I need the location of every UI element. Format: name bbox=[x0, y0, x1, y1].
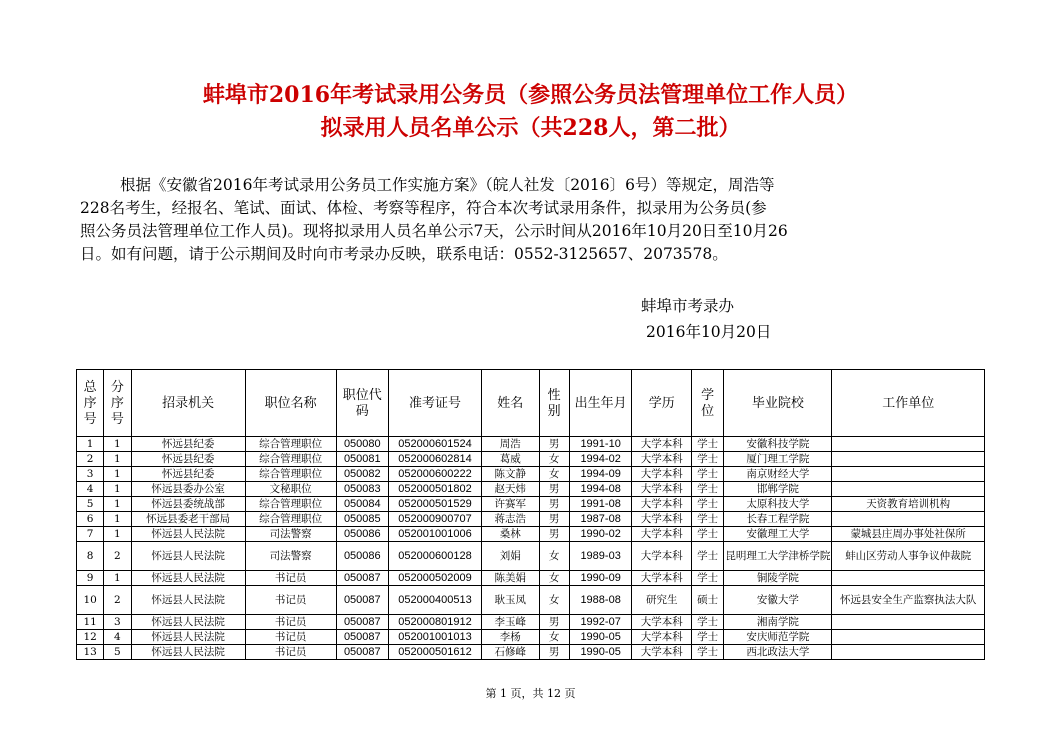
cell-name: 周浩 bbox=[481, 437, 539, 452]
cell-exam-number: 052000501529 bbox=[389, 497, 482, 512]
cell-education: 大学本科 bbox=[632, 482, 692, 497]
cell-gender: 男 bbox=[539, 482, 569, 497]
cell-school: 湘南学院 bbox=[724, 615, 832, 630]
cell-total-seq: 1 bbox=[77, 437, 104, 452]
cell-school: 昆明理工大学津桥学院 bbox=[724, 542, 832, 571]
cell-education: 大学本科 bbox=[632, 467, 692, 482]
cell-school: 邯郸学院 bbox=[724, 482, 832, 497]
cell-total-seq: 11 bbox=[77, 615, 104, 630]
cell-school: 厦门理工学院 bbox=[724, 452, 832, 467]
cell-education: 大学本科 bbox=[632, 437, 692, 452]
cell-total-seq: 8 bbox=[77, 542, 104, 571]
cell-exam-number: 052000600222 bbox=[389, 467, 482, 482]
cell-position: 综合管理职位 bbox=[245, 437, 336, 452]
cell-sub-seq: 1 bbox=[104, 482, 131, 497]
cell-position-code: 050087 bbox=[336, 615, 389, 630]
cell-agency: 怀远县人民法院 bbox=[131, 615, 245, 630]
cell-employer bbox=[832, 615, 985, 630]
cell-position: 综合管理职位 bbox=[245, 512, 336, 527]
cell-agency: 怀远县人民法院 bbox=[131, 571, 245, 586]
cell-total-seq: 4 bbox=[77, 482, 104, 497]
cell-exam-number: 052000502009 bbox=[389, 571, 482, 586]
cell-employer bbox=[832, 645, 985, 660]
cell-gender: 男 bbox=[539, 437, 569, 452]
signature-org: 蚌埠市考录办 bbox=[641, 297, 735, 315]
cell-degree: 学士 bbox=[692, 452, 724, 467]
header-gender: 性 别 bbox=[539, 370, 569, 437]
cell-agency: 怀远县纪委 bbox=[131, 467, 245, 482]
cell-education: 大学本科 bbox=[632, 512, 692, 527]
cell-employer: 蚌山区劳动人事争议仲裁院 bbox=[832, 542, 985, 571]
cell-exam-number: 052001001013 bbox=[389, 630, 482, 645]
cell-education: 大学本科 bbox=[632, 615, 692, 630]
cell-sub-seq: 1 bbox=[104, 497, 131, 512]
cell-birth: 1994-02 bbox=[569, 452, 632, 467]
cell-degree: 学士 bbox=[692, 542, 724, 571]
cell-employer bbox=[832, 512, 985, 527]
cell-agency: 怀远县人民法院 bbox=[131, 586, 245, 615]
cell-exam-number: 052000501612 bbox=[389, 645, 482, 660]
cell-degree: 学士 bbox=[692, 437, 724, 452]
cell-gender: 女 bbox=[539, 571, 569, 586]
cell-school: 南京财经大学 bbox=[724, 467, 832, 482]
cell-employer bbox=[832, 452, 985, 467]
table-row bbox=[77, 645, 985, 660]
cell-sub-seq: 1 bbox=[104, 527, 131, 542]
paragraph-line: 根据《安徽省2016年考试录用公务员工作实施方案》（皖人社发〔2016〕6号）等规定，周浩等 bbox=[120, 176, 775, 194]
cell-total-seq: 9 bbox=[77, 571, 104, 586]
header-position: 职位名称 bbox=[245, 370, 336, 437]
cell-name: 陈美娟 bbox=[481, 571, 539, 586]
cell-sub-seq: 2 bbox=[104, 542, 131, 571]
cell-birth: 1990-05 bbox=[569, 645, 632, 660]
cell-birth: 1990-05 bbox=[569, 630, 632, 645]
header-name: 姓名 bbox=[481, 370, 539, 437]
cell-position-code: 050087 bbox=[336, 630, 389, 645]
table-row bbox=[77, 630, 985, 645]
cell-gender: 女 bbox=[539, 630, 569, 645]
cell-birth: 1992-07 bbox=[569, 615, 632, 630]
cell-sub-seq: 1 bbox=[104, 512, 131, 527]
cell-school: 安徽理工大学 bbox=[724, 527, 832, 542]
cell-total-seq: 5 bbox=[77, 497, 104, 512]
cell-education: 研究生 bbox=[632, 586, 692, 615]
cell-name: 耿玉凤 bbox=[481, 586, 539, 615]
header-exam-number: 准考证号 bbox=[389, 370, 482, 437]
table-row bbox=[77, 437, 985, 452]
cell-employer bbox=[832, 571, 985, 586]
header-total-seq: 总 序 号 bbox=[77, 370, 104, 437]
cell-sub-seq: 1 bbox=[104, 571, 131, 586]
table-header-row bbox=[77, 370, 985, 437]
table-row bbox=[77, 527, 985, 542]
signature-date: 2016年10月20日 bbox=[646, 323, 772, 341]
cell-degree: 学士 bbox=[692, 482, 724, 497]
cell-degree: 硕士 bbox=[692, 586, 724, 615]
cell-position-code: 050080 bbox=[336, 437, 389, 452]
cell-total-seq: 12 bbox=[77, 630, 104, 645]
cell-gender: 男 bbox=[539, 615, 569, 630]
cell-degree: 学士 bbox=[692, 497, 724, 512]
cell-position: 书记员 bbox=[245, 615, 336, 630]
paragraph-line: 228名考生，经报名、笔试、面试、体检、考察等程序，符合本次考试录用条件，拟录用为公务员(参 bbox=[80, 199, 767, 217]
cell-agency: 怀远县委办公室 bbox=[131, 482, 245, 497]
cell-employer: 蒙城县庄周办事处社保所 bbox=[832, 527, 985, 542]
cell-name: 石修峰 bbox=[481, 645, 539, 660]
cell-position-code: 050082 bbox=[336, 467, 389, 482]
cell-degree: 学士 bbox=[692, 571, 724, 586]
cell-education: 大学本科 bbox=[632, 630, 692, 645]
cell-education: 大学本科 bbox=[632, 452, 692, 467]
cell-total-seq: 7 bbox=[77, 527, 104, 542]
cell-gender: 男 bbox=[539, 497, 569, 512]
cell-employer: 天资教育培训机构 bbox=[832, 497, 985, 512]
cell-name: 许赛军 bbox=[481, 497, 539, 512]
table-row bbox=[77, 512, 985, 527]
cell-position: 书记员 bbox=[245, 630, 336, 645]
cell-position: 司法警察 bbox=[245, 542, 336, 571]
paragraph-line: 日。如有问题，请于公示期间及时向市考录办反映，联系电话：0552-3125657、2073578。 bbox=[80, 245, 728, 263]
cell-degree: 学士 bbox=[692, 645, 724, 660]
cell-exam-number: 052000801912 bbox=[389, 615, 482, 630]
cell-agency: 怀远县委统战部 bbox=[131, 497, 245, 512]
cell-sub-seq: 4 bbox=[104, 630, 131, 645]
cell-employer bbox=[832, 482, 985, 497]
cell-name: 桑林 bbox=[481, 527, 539, 542]
cell-agency: 怀远县人民法院 bbox=[131, 542, 245, 571]
cell-name: 刘娟 bbox=[481, 542, 539, 571]
cell-position: 综合管理职位 bbox=[245, 467, 336, 482]
cell-birth: 1994-08 bbox=[569, 482, 632, 497]
cell-birth: 1994-09 bbox=[569, 467, 632, 482]
cell-degree: 学士 bbox=[692, 512, 724, 527]
cell-name: 蒋志浩 bbox=[481, 512, 539, 527]
cell-position: 司法警察 bbox=[245, 527, 336, 542]
cell-exam-number: 052000501802 bbox=[389, 482, 482, 497]
cell-education: 大学本科 bbox=[632, 571, 692, 586]
header-sub-seq: 分 序 号 bbox=[104, 370, 131, 437]
cell-sub-seq: 1 bbox=[104, 437, 131, 452]
cell-education: 大学本科 bbox=[632, 527, 692, 542]
cell-school: 西北政法大学 bbox=[724, 645, 832, 660]
cell-gender: 女 bbox=[539, 542, 569, 571]
cell-total-seq: 2 bbox=[77, 452, 104, 467]
cell-exam-number: 052000602814 bbox=[389, 452, 482, 467]
cell-agency: 怀远县人民法院 bbox=[131, 630, 245, 645]
cell-degree: 学士 bbox=[692, 630, 724, 645]
cell-birth: 1987-08 bbox=[569, 512, 632, 527]
cell-degree: 学士 bbox=[692, 467, 724, 482]
header-birth: 出生年月 bbox=[569, 370, 632, 437]
header-degree: 学 位 bbox=[692, 370, 724, 437]
cell-position: 综合管理职位 bbox=[245, 452, 336, 467]
paragraph-line: 照公务员法管理单位工作人员)。现将拟录用人员名单公示7天，公示时间从2016年10月20日至10月26 bbox=[80, 222, 788, 240]
header-education: 学历 bbox=[632, 370, 692, 437]
cell-name: 赵天炜 bbox=[481, 482, 539, 497]
table-row bbox=[77, 482, 985, 497]
cell-position: 书记员 bbox=[245, 571, 336, 586]
cell-agency: 怀远县委老干部局 bbox=[131, 512, 245, 527]
cell-birth: 1989-03 bbox=[569, 542, 632, 571]
cell-position: 书记员 bbox=[245, 645, 336, 660]
cell-employer bbox=[832, 630, 985, 645]
cell-position-code: 050087 bbox=[336, 571, 389, 586]
cell-exam-number: 052001001006 bbox=[389, 527, 482, 542]
cell-position-code: 050086 bbox=[336, 542, 389, 571]
table-row bbox=[77, 497, 985, 512]
cell-birth: 1988-08 bbox=[569, 586, 632, 615]
cell-name: 李杨 bbox=[481, 630, 539, 645]
cell-position-code: 050083 bbox=[336, 482, 389, 497]
cell-employer: 怀远县安全生产监察执法大队 bbox=[832, 586, 985, 615]
cell-employer bbox=[832, 467, 985, 482]
cell-school: 长春工程学院 bbox=[724, 512, 832, 527]
cell-education: 大学本科 bbox=[632, 497, 692, 512]
table-row bbox=[77, 467, 985, 482]
cell-gender: 男 bbox=[539, 527, 569, 542]
cell-position: 文秘职位 bbox=[245, 482, 336, 497]
cell-sub-seq: 5 bbox=[104, 645, 131, 660]
header-agency: 招录机关 bbox=[131, 370, 245, 437]
cell-position-code: 050087 bbox=[336, 645, 389, 660]
cell-degree: 学士 bbox=[692, 527, 724, 542]
announcement-paragraph bbox=[80, 174, 980, 266]
cell-exam-number: 052000900707 bbox=[389, 512, 482, 527]
cell-school: 太原科技大学 bbox=[724, 497, 832, 512]
header-employer: 工作单位 bbox=[832, 370, 985, 437]
cell-exam-number: 052000601524 bbox=[389, 437, 482, 452]
page-footer: 第 1 页，共 12 页 bbox=[485, 687, 576, 700]
page-title-line1: 蚌埠市2016年考试录用公务员（参照公务员法管理单位工作人员） bbox=[202, 82, 859, 108]
cell-agency: 怀远县人民法院 bbox=[131, 527, 245, 542]
cell-position-code: 050084 bbox=[336, 497, 389, 512]
cell-education: 大学本科 bbox=[632, 645, 692, 660]
cell-employer bbox=[832, 437, 985, 452]
cell-agency: 怀远县纪委 bbox=[131, 437, 245, 452]
cell-total-seq: 3 bbox=[77, 467, 104, 482]
cell-name: 李玉峰 bbox=[481, 615, 539, 630]
cell-school: 安徽科技学院 bbox=[724, 437, 832, 452]
cell-school: 安徽大学 bbox=[724, 586, 832, 615]
cell-position-code: 050087 bbox=[336, 586, 389, 615]
cell-position-code: 050086 bbox=[336, 527, 389, 542]
cell-gender: 女 bbox=[539, 467, 569, 482]
cell-birth: 1991-08 bbox=[569, 497, 632, 512]
cell-position: 书记员 bbox=[245, 586, 336, 615]
cell-sub-seq: 3 bbox=[104, 615, 131, 630]
cell-sub-seq: 1 bbox=[104, 467, 131, 482]
cell-gender: 男 bbox=[539, 645, 569, 660]
table-row bbox=[77, 571, 985, 586]
cell-gender: 男 bbox=[539, 512, 569, 527]
candidate-table bbox=[76, 369, 985, 660]
header-position-code: 职位代 码 bbox=[336, 370, 389, 437]
cell-gender: 女 bbox=[539, 452, 569, 467]
cell-agency: 怀远县纪委 bbox=[131, 452, 245, 467]
cell-sub-seq: 1 bbox=[104, 452, 131, 467]
cell-total-seq: 10 bbox=[77, 586, 104, 615]
table-row bbox=[77, 615, 985, 630]
cell-exam-number: 052000600128 bbox=[389, 542, 482, 571]
cell-gender: 女 bbox=[539, 586, 569, 615]
header-school: 毕业院校 bbox=[724, 370, 832, 437]
cell-sub-seq: 2 bbox=[104, 586, 131, 615]
table-row bbox=[77, 586, 985, 615]
cell-total-seq: 6 bbox=[77, 512, 104, 527]
cell-name: 葛威 bbox=[481, 452, 539, 467]
cell-agency: 怀远县人民法院 bbox=[131, 645, 245, 660]
table-row bbox=[77, 452, 985, 467]
cell-birth: 1990-09 bbox=[569, 571, 632, 586]
cell-position-code: 050081 bbox=[336, 452, 389, 467]
cell-name: 陈文静 bbox=[481, 467, 539, 482]
page-title-line2: 拟录用人员名单公示（共228人，第二批） bbox=[320, 115, 741, 141]
cell-education: 大学本科 bbox=[632, 542, 692, 571]
cell-birth: 1991-10 bbox=[569, 437, 632, 452]
cell-total-seq: 13 bbox=[77, 645, 104, 660]
cell-exam-number: 052000400513 bbox=[389, 586, 482, 615]
table-row bbox=[77, 542, 985, 571]
cell-position: 综合管理职位 bbox=[245, 497, 336, 512]
cell-position-code: 050085 bbox=[336, 512, 389, 527]
cell-degree: 学士 bbox=[692, 615, 724, 630]
cell-school: 铜陵学院 bbox=[724, 571, 832, 586]
cell-birth: 1990-02 bbox=[569, 527, 632, 542]
cell-school: 安庆师范学院 bbox=[724, 630, 832, 645]
